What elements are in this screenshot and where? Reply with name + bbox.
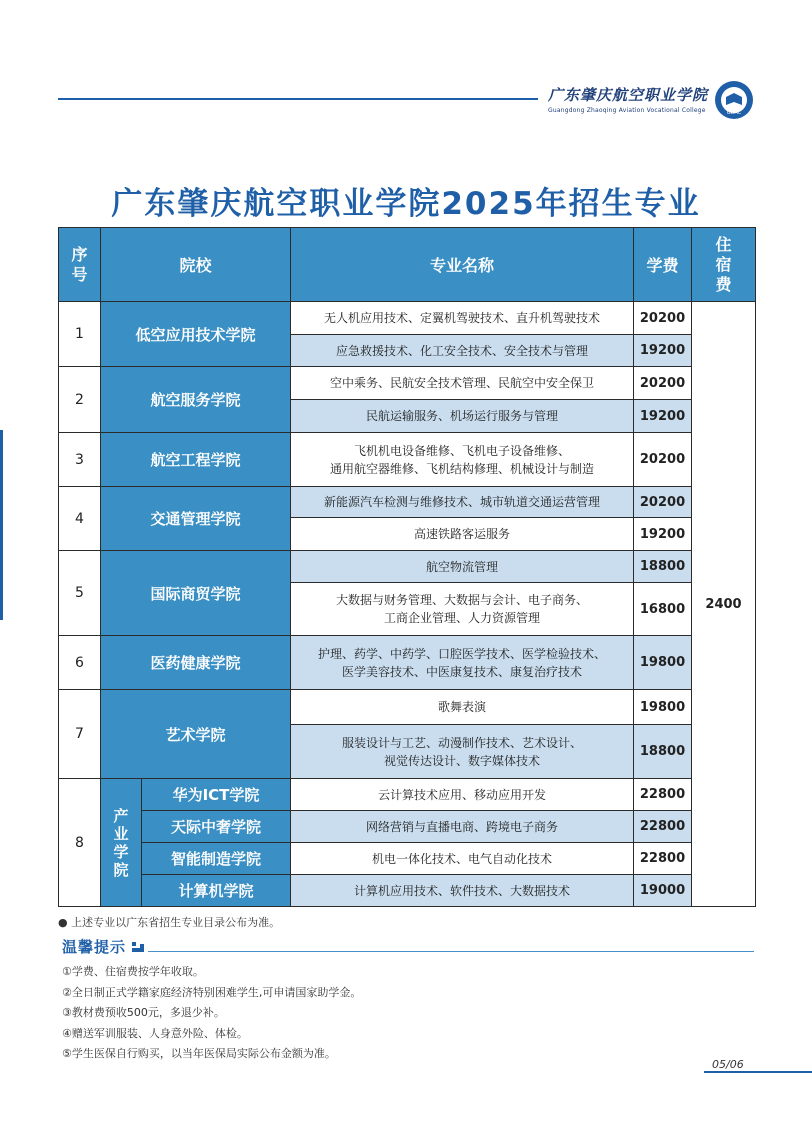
major-cell: 新能源汽车检测与维修技术、城市轨道交通运营管理 (291, 487, 634, 518)
college-cell: 华为ICT学院 (142, 779, 291, 811)
major-line: 飞机机电设备维修、飞机电子设备维修、 (354, 443, 571, 458)
major-cell: 云计算技术应用、移动应用开发 (291, 779, 634, 811)
college-cell: 国际商贸学院 (101, 551, 291, 636)
major-cell: 应急救援技术、化工安全技术、安全技术与管理 (291, 335, 634, 367)
college-cell: 天际中奢学院 (142, 811, 291, 843)
major-cell: 高速铁路客运服务 (291, 518, 634, 551)
major-cell (291, 583, 634, 636)
school-name-en: Guangdong Zhaoqing Aviation Vocational College (548, 107, 706, 114)
majors-table (58, 227, 756, 907)
corner-deco-icon (132, 942, 144, 952)
table-row (59, 302, 756, 335)
table-header-row (59, 228, 756, 302)
college-cell: 计算机学院 (142, 875, 291, 907)
table-row (59, 843, 756, 875)
page-title: 广东肇庆航空职业学院2025年招生专业 (111, 186, 701, 222)
tips-rule (148, 951, 754, 952)
major-cell: 无人机应用技术、定翼机驾驶技术、直升机驾驶技术 (291, 302, 634, 335)
list-item: ①学费、住宿费按学年收取。 (62, 965, 204, 978)
side-accent (0, 430, 3, 620)
tuition-cell: 20200 (634, 302, 692, 335)
major-cell: 机电一体化技术、电气自动化技术 (291, 843, 634, 875)
header-number: 序 号 (59, 228, 101, 302)
list-item: ④赠送军训服装、人身意外险、体检。 (62, 1026, 248, 1040)
tuition-cell: 19200 (634, 518, 692, 551)
major-line: 通用航空器维修、飞机结构修理、机械设计与制造 (330, 461, 595, 476)
major-cell: 计算机应用技术、软件技术、大数据技术 (291, 875, 634, 907)
major-line: 大数据与财务管理、大数据与会计、电子商务、 (336, 593, 589, 607)
page-number-rule (704, 1071, 812, 1073)
page-number: 05/06 (712, 1058, 744, 1071)
major-cell (291, 433, 634, 487)
list-item: ⑤学生医保自行购买，以当年医保局实际公布金额为准。 (62, 1047, 336, 1060)
tips-title: 温馨提示 (62, 938, 127, 956)
tuition-cell: 22800 (634, 779, 692, 811)
school-seal-icon (714, 80, 754, 120)
college-cell: 医药健康学院 (101, 636, 291, 690)
major-cell: 民航运输服务、机场运行服务与管理 (291, 400, 634, 433)
major-cell: 网络营销与直播电商、跨境电子商务 (291, 811, 634, 843)
major-cell: 歌舞表演 (291, 690, 634, 725)
table-row (59, 487, 756, 518)
table-row (59, 875, 756, 907)
row-number: 8 (59, 779, 101, 907)
tuition-cell: 19200 (634, 335, 692, 367)
tuition-cell: 19800 (634, 636, 692, 690)
college-cell: 艺术学院 (101, 690, 291, 779)
major-cell (291, 636, 634, 690)
footnote-text: 上述专业以广东省招生专业目录公布为准。 (71, 916, 281, 929)
table-row (59, 779, 756, 811)
tuition-cell: 19000 (634, 875, 692, 907)
dorm-fee-cell: 2400 (692, 302, 756, 907)
college-cell: 低空应用技术学院 (101, 302, 291, 367)
list-item: ③教材费预收500元，多退少补。 (62, 1006, 225, 1019)
row-number: 7 (59, 690, 101, 779)
table-row (59, 367, 756, 400)
table-row (59, 433, 756, 487)
table-row (59, 636, 756, 690)
major-line: 视觉传达设计、数字媒体技术 (384, 753, 541, 768)
table-row (59, 551, 756, 583)
list-item: ②全日制正式学籍家庭经济特别困难学生,可申请国家助学金。 (62, 985, 362, 999)
table-row (59, 811, 756, 843)
tuition-cell: 19200 (634, 400, 692, 433)
tuition-cell: 19800 (634, 690, 692, 725)
bullet-icon: ● (58, 916, 68, 929)
college-cell: 智能制造学院 (142, 843, 291, 875)
major-cell: 航空物流管理 (291, 551, 634, 583)
college-cell: 航空工程学院 (101, 433, 291, 487)
table-row (59, 690, 756, 725)
header-rule (58, 98, 538, 100)
tips-list (62, 962, 361, 1065)
tuition-cell: 18800 (634, 725, 692, 779)
row-number: 2 (59, 367, 101, 433)
header-major: 专业名称 (291, 228, 634, 302)
college-cell: 航空服务学院 (101, 367, 291, 433)
tuition-cell: 20200 (634, 367, 692, 400)
tuition-cell: 22800 (634, 843, 692, 875)
header-college: 院校 (101, 228, 291, 302)
tuition-cell: 18800 (634, 551, 692, 583)
row-number: 3 (59, 433, 101, 487)
tuition-cell: 16800 (634, 583, 692, 636)
tuition-cell: 20200 (634, 433, 692, 487)
row-number: 6 (59, 636, 101, 690)
row-number: 4 (59, 487, 101, 551)
industry-college-label: 产 业 学 院 (101, 779, 142, 907)
major-line: 工商企业管理、人力资源管理 (384, 611, 541, 625)
footnote (58, 914, 280, 930)
major-cell: 空中乘务、民航安全技术管理、民航空中安全保卫 (291, 367, 634, 400)
school-name-cn: 广东肇庆航空职业学院 (548, 86, 709, 104)
major-line: 服装设计与工艺、动漫制作技术、艺术设计、 (342, 735, 583, 750)
header-dorm: 住 宿 费 (692, 228, 756, 302)
tuition-cell: 20200 (634, 487, 692, 518)
row-number: 5 (59, 551, 101, 636)
major-cell (291, 725, 634, 779)
header-tuition: 学费 (634, 228, 692, 302)
college-cell: 交通管理学院 (101, 487, 291, 551)
school-logo (548, 84, 718, 114)
seal-text: GDAC (726, 110, 742, 116)
row-number: 1 (59, 302, 101, 367)
major-line: 医学美容技术、中医康复技术、康复治疗技术 (342, 664, 583, 679)
major-line: 护理、药学、中药学、口腔医学技术、医学检验技术、 (318, 646, 607, 661)
tuition-cell: 22800 (634, 811, 692, 843)
